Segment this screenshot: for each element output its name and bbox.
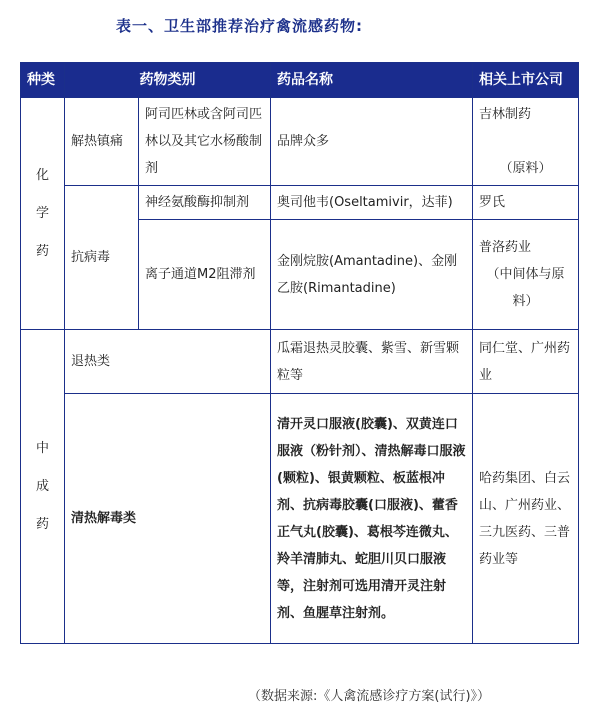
company-fever: 同仁堂、广州药业 bbox=[473, 330, 579, 394]
subcategory-aspirin: 阿司匹林或含阿司匹林以及其它水杨酸制剂 bbox=[139, 98, 271, 186]
header-drug-name: 药品名称 bbox=[271, 63, 473, 98]
drugs-fever: 瓜霜退热灵胶囊、紫雪、新雪颗粒等 bbox=[271, 330, 473, 394]
drugs-amantadine: 金刚烷胺(Amantadine)、金刚乙胺(Rimantadine) bbox=[271, 220, 473, 330]
drugs-antipyretic: 品牌众多 bbox=[271, 98, 473, 186]
header-drug-class: 药物类别 bbox=[65, 63, 271, 98]
table-row bbox=[21, 98, 579, 186]
header-type: 种类 bbox=[21, 63, 65, 98]
table-row bbox=[21, 394, 579, 644]
header-row bbox=[21, 63, 579, 98]
category-detox: 清热解毒类 bbox=[65, 394, 271, 644]
category-antiviral: 抗病毒 bbox=[65, 186, 139, 330]
subcategory-neuraminidase: 神经氨酸酶抑制剂 bbox=[139, 186, 271, 220]
table-row bbox=[21, 330, 579, 394]
tcm-label: 中 成 药 bbox=[21, 330, 65, 644]
drugs-oseltamivir: 奥司他韦(Oseltamivir，达菲) bbox=[271, 186, 473, 220]
company-m2: 普洛药业 （中间体与原料） bbox=[473, 220, 579, 330]
data-source: （数据来源:《人禽流感诊疗方案(试行)》） bbox=[248, 689, 491, 704]
category-fever: 退热类 bbox=[65, 330, 271, 394]
page-title: 表一、卫生部推荐治疗禽流感药物: bbox=[116, 17, 364, 35]
table-row bbox=[21, 186, 579, 220]
chem-label: 化 学 药 bbox=[21, 98, 65, 330]
subcategory-m2: 离子通道M2阻滞剂 bbox=[139, 220, 271, 330]
company-roche: 罗氏 bbox=[473, 186, 579, 220]
drugs-detox: 清开灵口服液(胶囊)、双黄连口服液（粉针剂）、清热解毒口服液(颗粒)、银黄颗粒、板蓝根冲剂、抗病毒胶囊(口服液)、藿香正气丸(胶囊)、葛根芩连微丸、羚羊清肺丸、蛇胆川贝口服液等，注射剂可选用清开灵注射剂、鱼腥草注射剂。 bbox=[271, 394, 473, 644]
category-antipyretic: 解热镇痛 bbox=[65, 98, 139, 186]
header-company: 相关上市公司 bbox=[473, 63, 579, 98]
company-detox: 哈药集团、白云山、广州药业、三九医药、三普药业等 bbox=[473, 394, 579, 644]
drug-table bbox=[20, 62, 579, 644]
company-antipyretic: 吉林制药 （原料） bbox=[473, 98, 579, 186]
